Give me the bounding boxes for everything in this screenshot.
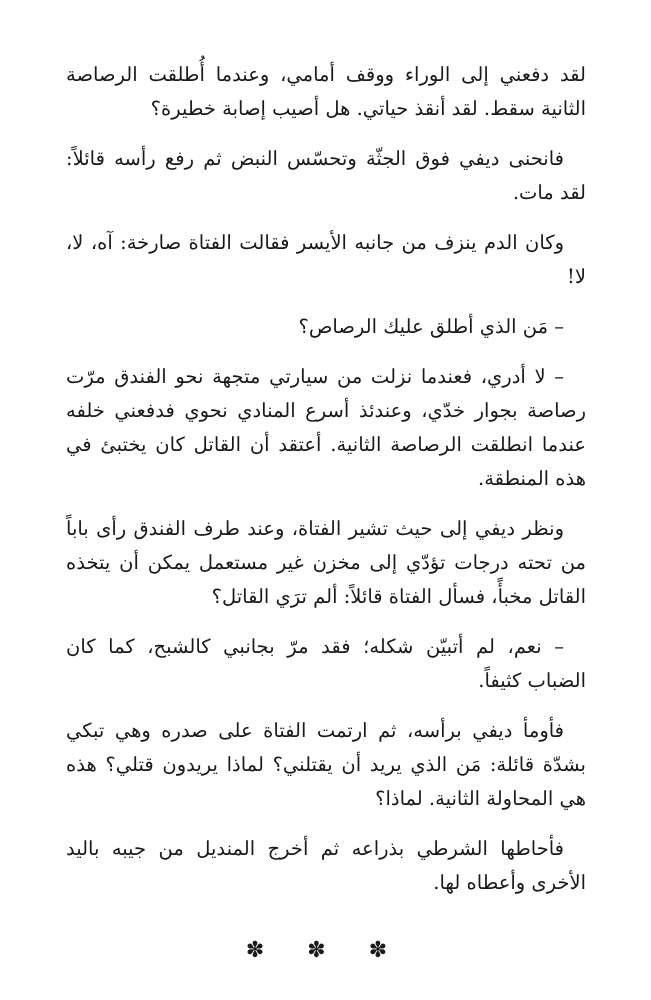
section-separator: ✽ ✽ ✽ [245,938,406,963]
page-body [66,58,586,916]
paragraph-7: – نعم، لم أتبيّن شكله؛ فقد مرّ بجانبي كالشبح، كما كان الضباب كثيفاً. [66,635,586,692]
paragraph-5: – لا أدري، فعندما نزلت من سيارتي متجهة نحو الفندق مرّت رصاصة بجوار خدّي، وعندئذ أسرع المنادي نحوي فدفعني خلفه عندما انطلقت الرصاصة الثانية. أعتقد أن القاتل كان يختبئ في هذه المنطقة. [66,365,586,490]
paragraph-3: وكان الدم ينزف من جانبه الأيسر فقالت الفتاة صارخة: آه، لا، لا! [66,231,586,288]
paragraph-1: لقد دفعني إلى الوراء ووقف أمامي، وعندما أُطلقت الرصاصة الثانية سقط. لقد أنقذ حياتي. هل أصيب إصابة خطيرة؟ [66,63,586,120]
paragraph-8: فأومأ ديفي برأسه، ثم ارتمت الفتاة على صدره وهي تبكي بشدّة قائلة: مَن الذي يريد أن يقتلني؟ لماذا يريدون قتلي؟ هذه هي المحاولة الثانية. لماذا؟ [66,719,586,810]
paragraph-2: فانحنى ديفي فوق الجثّة وتحسّس النبض ثم رفع رأسه قائلاً: لقد مات. [66,147,586,204]
paragraph-4: – مَن الذي أطلق عليك الرصاص؟ [298,315,564,338]
paragraph-6: ونظر ديفي إلى حيث تشير الفتاة، وعند طرف الفندق رأى باباً من تحته درجات تؤدّي إلى مخزن غير مستعمل يمكن أن يتخذه القاتل مخبأً، فسأل الفتاة قائلاً: ألم ترَي القاتل؟ [66,517,586,608]
paragraph-9: فأحاطها الشرطي بذراعه ثم أخرج المنديل من جيبه باليد الأخرى وأعطاه لها. [66,837,586,894]
